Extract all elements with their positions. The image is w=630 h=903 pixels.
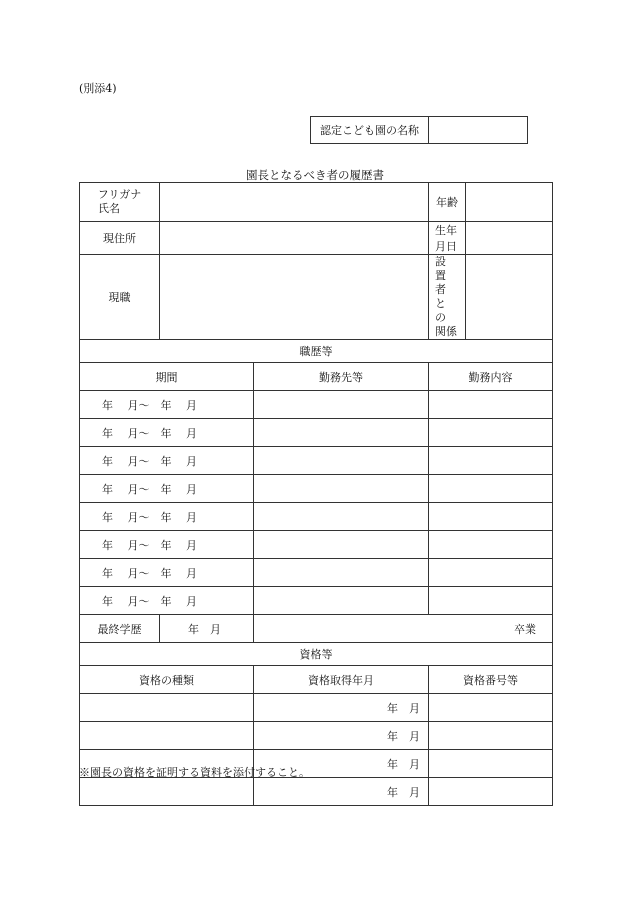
relation-label-cell — [429, 255, 466, 340]
qual-date-cell[interactable]: 年 月 — [254, 750, 429, 778]
facility-name-field[interactable] — [429, 117, 527, 143]
qual-number-cell[interactable] — [429, 694, 553, 722]
facility-name-box — [310, 116, 528, 144]
qual-type-cell[interactable] — [80, 722, 254, 750]
career-period-cell[interactable]: 年 月～ 年 月 — [80, 447, 254, 475]
career-period-cell[interactable]: 年 月～ 年 月 — [80, 559, 254, 587]
age-field[interactable] — [466, 183, 553, 222]
career-header-period: 期間 — [80, 363, 254, 391]
relation-field[interactable] — [466, 255, 553, 340]
table-row — [80, 391, 553, 419]
table-row — [80, 559, 553, 587]
qual-number-cell[interactable] — [429, 722, 553, 750]
form-title: 園長となるべき者の履歴書 — [246, 168, 384, 182]
career-workplace-cell[interactable] — [254, 531, 429, 559]
career-duties-cell[interactable] — [429, 503, 553, 531]
table-row — [80, 615, 553, 643]
career-duties-cell[interactable] — [429, 391, 553, 419]
career-workplace-cell[interactable] — [254, 447, 429, 475]
career-workplace-cell[interactable] — [254, 475, 429, 503]
education-label: 最終学歴 — [80, 615, 160, 643]
attachment-label: (別添4) — [79, 82, 117, 95]
qual-header-number: 資格番号等 — [429, 666, 553, 694]
address-label: 現住所 — [80, 222, 160, 255]
qual-number-cell[interactable] — [429, 750, 553, 778]
table-row — [80, 778, 553, 806]
career-period-cell[interactable]: 年 月～ 年 月 — [80, 391, 254, 419]
age-label: 年齢 — [429, 183, 466, 222]
qualifications-section-label: 資格等 — [80, 643, 553, 666]
career-workplace-cell[interactable] — [254, 391, 429, 419]
relation-label-line2: 関係 — [435, 325, 458, 338]
career-section-label: 職歴等 — [80, 340, 553, 363]
career-period-cell[interactable]: 年 月～ 年 月 — [80, 503, 254, 531]
qual-type-cell[interactable] — [80, 778, 254, 806]
position-label: 現職 — [80, 255, 160, 340]
career-period-cell[interactable]: 年 月～ 年 月 — [80, 419, 254, 447]
table-row — [80, 503, 553, 531]
career-period-cell[interactable]: 年 月～ 年 月 — [80, 587, 254, 615]
table-row — [80, 694, 553, 722]
table-row — [80, 419, 553, 447]
education-date[interactable]: 年 月 — [160, 615, 254, 643]
career-header-workplace: 勤務先等 — [254, 363, 429, 391]
qual-number-cell[interactable] — [429, 778, 553, 806]
table-row — [80, 447, 553, 475]
career-workplace-cell[interactable] — [254, 587, 429, 615]
birthdate-label: 生年月日 — [429, 222, 466, 255]
name-label-cell — [80, 183, 160, 222]
name-label: 氏名 — [98, 202, 120, 215]
name-field[interactable] — [160, 183, 429, 222]
qual-date-cell[interactable]: 年 月 — [254, 778, 429, 806]
table-row — [80, 643, 553, 666]
career-workplace-cell[interactable] — [254, 559, 429, 587]
resume-table — [79, 182, 553, 806]
address-field[interactable] — [160, 222, 429, 255]
birthdate-field[interactable] — [466, 222, 553, 255]
qual-header-date: 資格取得年月 — [254, 666, 429, 694]
career-duties-cell[interactable] — [429, 447, 553, 475]
qual-type-cell[interactable] — [80, 694, 254, 722]
table-row — [80, 722, 553, 750]
career-duties-cell[interactable] — [429, 531, 553, 559]
relation-label-line1: 設置者との — [435, 255, 453, 324]
table-row — [80, 531, 553, 559]
position-field[interactable] — [160, 255, 429, 340]
career-workplace-cell[interactable] — [254, 419, 429, 447]
education-suffix: 卒業 — [254, 615, 553, 643]
table-row — [80, 475, 553, 503]
career-period-cell[interactable]: 年 月～ 年 月 — [80, 475, 254, 503]
qual-date-cell[interactable]: 年 月 — [254, 722, 429, 750]
career-workplace-cell[interactable] — [254, 503, 429, 531]
qual-date-cell[interactable]: 年 月 — [254, 694, 429, 722]
career-duties-cell[interactable] — [429, 419, 553, 447]
career-duties-cell[interactable] — [429, 559, 553, 587]
career-duties-cell[interactable] — [429, 587, 553, 615]
table-row — [80, 587, 553, 615]
qual-header-type: 資格の種類 — [80, 666, 254, 694]
career-duties-cell[interactable] — [429, 475, 553, 503]
table-row — [80, 666, 553, 694]
footnote: ※園長の資格を証明する資料を添付すること。 — [79, 766, 310, 779]
career-header-duties: 勤務内容 — [429, 363, 553, 391]
furigana-label: フリガナ — [97, 188, 142, 201]
career-period-cell[interactable]: 年 月～ 年 月 — [80, 531, 254, 559]
facility-name-label: 認定こども園の名称 — [311, 117, 429, 143]
